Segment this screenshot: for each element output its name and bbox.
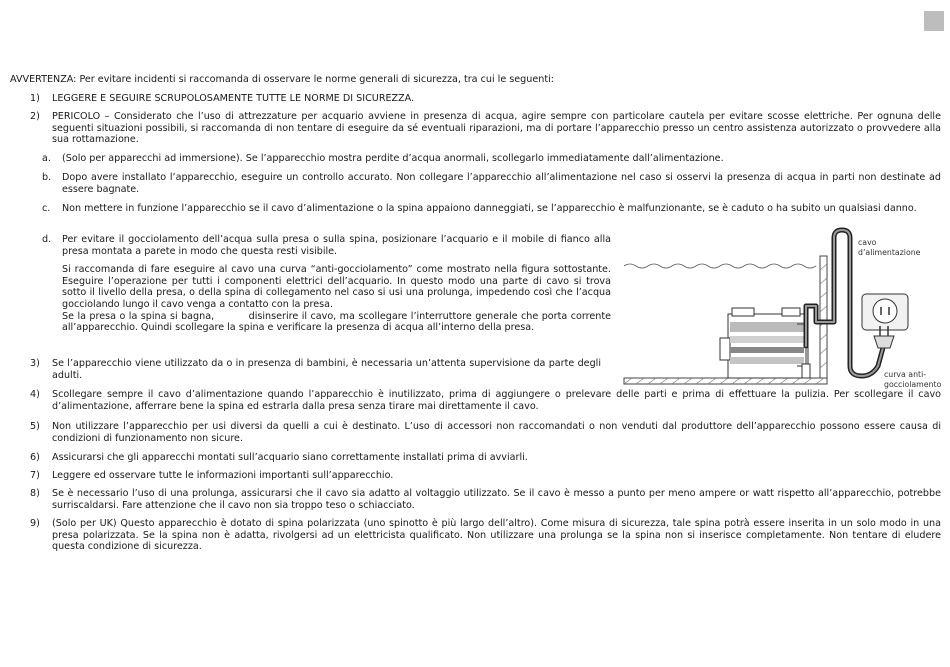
rule-9	[30, 518, 941, 553]
subrule-paragraph: Si raccomanda di fare eseguire al cavo una curva “anti-gocciolamento” come mostrato nella figura sottostante. Eseguire l’operazione per tutti i componenti elettrici dell’acquario. In questo modo una parte di cavo si trova sotto il livello della presa, o della spina di collegamento nel caso si usi una prolunga, impedendo così che l’acqua gocciolando lungo il cavo venga a contatto con la presa.	[62, 264, 611, 310]
rule-text: Assicurarsi che gli apparecchi montati sull’acquario siano correttamente installati prima di avviarli.	[52, 452, 528, 463]
rule-1	[30, 93, 941, 105]
rule-number: 6)	[30, 452, 40, 463]
label-cable: cavo d’alimentazione	[858, 238, 921, 257]
rule-8	[30, 488, 941, 511]
rule-text: PERICOLO – Considerato che l’uso di attrezzature per acquario avviene in presenza di acqua, agire sempre con particolare cautela per evitare scosse elettriche. Per ognuna delle seguenti situazioni possibili, si raccomanda di non tentare di eseguire da sé eventuali riparazioni, ma di portare l’apparecchio presso un centro assistenza autorizzato o provvedere alla sua rottamazione.	[52, 111, 941, 146]
subrule-text: (Solo per apparecchi ad immersione). Se l’apparecchio mostra perdite d’acqua anormali, scollegarlo immediatamente dall’alimentazione.	[62, 153, 724, 164]
rule-number: 3)	[30, 358, 40, 369]
rule-6	[30, 452, 941, 464]
corner-tab	[924, 11, 944, 31]
warning-intro: AVVERTENZA: Per evitare incidenti si raccomanda di osservare le norme generali di sicurezza, tra cui le seguenti:	[10, 74, 554, 85]
rule-text: Leggere ed osservare tutte le informazioni importanti sull’apparecchio.	[52, 470, 394, 481]
rule-number: 7)	[30, 470, 40, 481]
water-surface	[624, 264, 816, 268]
rule-text: Scollegare sempre il cavo d’alimentazione quando l’apparecchio è inutilizzato, prima di aggiungere o prelevare delle parti e prima di effettuare la pulizia. Per scollegare il cavo d’alimentazione, afferrare bene la spina ed estrarla dalla presa senza tirare mai direttamente il cavo.	[52, 389, 941, 412]
subrule-b	[42, 172, 941, 195]
subrule-letter: d.	[42, 234, 52, 245]
subrule-a	[42, 153, 941, 165]
rule-number: 4)	[30, 389, 40, 400]
rule-number: 5)	[30, 421, 40, 432]
rule-7	[30, 470, 941, 482]
rule-4	[30, 389, 941, 412]
subrule-letter: a.	[42, 153, 51, 164]
rule-text: Se l’apparecchio viene utilizzato da o in presenza di bambini, è necessaria un’attenta supervisione da parte degli adulti.	[52, 358, 601, 381]
subrule-letter: b.	[42, 172, 52, 183]
rule-number: 1)	[30, 93, 40, 104]
anti-drip-loop-diagram	[622, 226, 947, 390]
subrule-letter: c.	[42, 203, 51, 214]
rule-2	[30, 111, 941, 146]
heater-device	[720, 308, 810, 378]
subrule-paragraph: Se la presa o la spina si bagna, disinserire il cavo, ma scollegare l’interruttore generale che porta corrente all’apparecchio. Quindi scollegare la spina e verificare la presenza di acqua all’interno della presa.	[62, 310, 615, 334]
label-drip-loop: curva anti- gocciolamento	[884, 370, 942, 389]
subrule-d	[42, 234, 615, 334]
subrule-text: Non mettere in funzione l’apparecchio se il cavo d’alimentazione o la spina appaiono danneggiati, se l’apparecchio è malfunzionante, se è caduto o ha subito un qualsiasi danno.	[62, 203, 917, 214]
rule-5	[30, 421, 941, 444]
subrule-text: Dopo avere installato l’apparecchio, eseguire un controllo accurato. Non collegare l’apparecchio all’alimentazione nel caso si osservi la presenza di acqua in parti non destinate ad essere bagnate.	[62, 172, 941, 195]
subrule-text: Per evitare il gocciolamento dell’acqua sulla presa o sulla spina, posizionare l’acquario e il mobile di fianco alla presa montata a parete in modo che questa resti visibile.	[62, 234, 611, 257]
rule-text: LEGGERE E SEGUIRE SCRUPOLOSAMENTE TUTTE LE NORME DI SICUREZZA.	[52, 93, 415, 104]
rule-text: Non utilizzare l’apparecchio per usi diversi da quelli a cui è destinato. L’uso di accessori non raccomandati o non venduti dal produttore dell’apparecchio possono essere causa di condizioni di funzionamento non sicure.	[52, 421, 941, 444]
socket-face	[873, 299, 897, 323]
subrule-c	[42, 203, 941, 215]
rule-number: 9)	[30, 518, 40, 529]
rule-number: 8)	[30, 488, 40, 499]
rule-number: 2)	[30, 111, 40, 122]
rule-text: Se è necessario l’uso di una prolunga, assicurarsi che il cavo sia adatto al voltaggio utilizzato. Se il cavo è messo a punto per meno ampere or watt rispetto all’apparecchio, potrebbe surriscaldarsi. Fare attenzione che il cavo non sia troppo teso o schiacciato.	[52, 488, 941, 511]
rule-text: (Solo per UK) Questo apparecchio è dotato di spina polarizzata (uno spinotto è più largo dell’altro). Come misura di sicurezza, tale spina potrà essere inserita in un solo modo in una presa polarizzata. Se la spina non è adatta, rivolgersi ad un elettricista qualificato. Non utilizzare una prolunga se la spina non si inserisce completamente. Non tentare di eludere questa condizione di sicurezza.	[52, 518, 941, 553]
rule-3	[30, 358, 601, 381]
